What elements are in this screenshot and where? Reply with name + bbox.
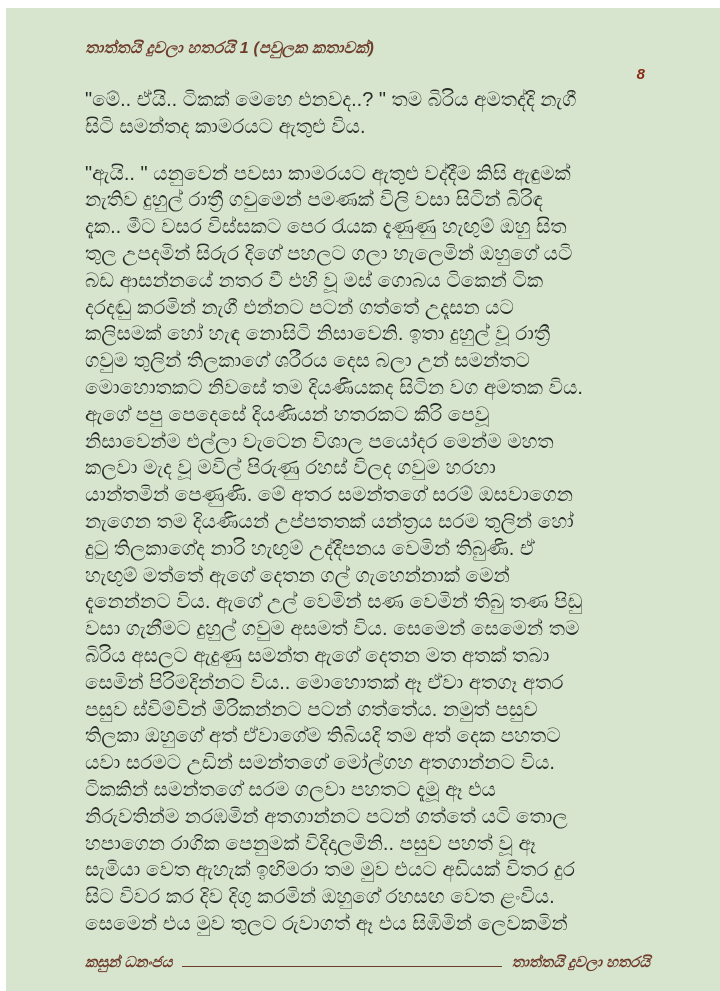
text-line: කලිසමක් හෝ හැඳ නොසිටි නිසාවෙනි. ඉතා දුහුල් වූ රාත්‍රී bbox=[85, 323, 551, 346]
text-line: හැඟුම් මත්තේ ඇගේ දෙතන ගල් ගැහෙන්නාක් මෙන් bbox=[85, 564, 510, 587]
page-header-title: තාත්තයි දුවලා හතරයි 1 (පවුලක කතාවක්) bbox=[85, 40, 375, 57]
page-number: 8 bbox=[636, 66, 645, 83]
text-line: සිට විවර කර දිව දිගු කරමින් ඔහුගේ රහසඟ වෙත ළංවිය. bbox=[85, 886, 555, 909]
text-line: හපාගෙන රාගික පෙනුමක් විදිදාලමිනි.. පසුව පහත් වූ ඈ bbox=[85, 832, 536, 855]
text-line: නැගෙන තම දියණියන් උප්පතතක් යන්ත්‍රය සරම තුලින් හෝ bbox=[85, 510, 574, 533]
footer-divider-line bbox=[182, 965, 501, 967]
text-line: මොහොතකට නිවසේ තම දියණියකද සිටින වග අමතක විය. bbox=[85, 376, 583, 399]
text-line: බිරිය අසලට ඇදුණු සමන්ත ඇගේ දෙතන මත අතක් තබා bbox=[85, 644, 550, 667]
text-line: දුටු තිලකාගේද නාරි හැඟුම් උද්දීපනය වෙමින් තිබුණි. ඒ bbox=[85, 537, 535, 560]
text-line: කලවා මැද වූ මවිල් පිරුණු රහස් විලද ගවුම හරහා bbox=[85, 457, 496, 480]
text-line: නිසාවෙන්ම එල්ලා වැටෙන විශාල පයෝදර මෙන්ම මහත bbox=[85, 430, 554, 453]
footer-author: කසුන් ධනංජය bbox=[85, 954, 173, 971]
page-content bbox=[85, 8, 650, 991]
page-footer bbox=[85, 954, 650, 971]
text-line: තුල උපදමින් සිරුර දිගේ පහලට ගලා හැලෙමින් ඔහුගේ යටි bbox=[85, 242, 573, 265]
text-line: තිලකා ඔහුගේ අත් ඒවාගේම තිබියදි තම අත් දෙක පහතට bbox=[85, 725, 561, 748]
text-line: "මේ.. ඒයි.. ටිකක් මෙහෙ එනවද..? " තම බිරිය අමතද්දි නැගී bbox=[85, 89, 577, 111]
footer-book-title: තාත්තයි දුවලා හතරයි bbox=[511, 954, 650, 971]
document-page bbox=[6, 8, 720, 991]
paragraph bbox=[85, 87, 650, 141]
text-line: පසුව ස්විම්වින් මිරිකන්නට පටන් ගත්තේය. නමුත් පසුව bbox=[85, 698, 538, 721]
text-line: සෙමෙන් එය මුව තුලට රුවාගත් ඈ එය සිඹිමින් ලෙවකමින් bbox=[85, 912, 568, 935]
text-line: "ඇයි.. " යනුවෙන් පවසා කාමරයට ඇතුළු වද්දීම කිසි ඇඳුමක් bbox=[85, 162, 571, 185]
text-line: ඇගේ පපු පෙදෙසේ දියණියන් හතරකට කිරි පෙවූ bbox=[85, 403, 490, 426]
text-line: දරදඬු කරමින් නැගී එන්නට පටන් ගත්තේ උදෑසන යට bbox=[85, 296, 514, 319]
text-line: ටිකකින් සමන්තගේ සරම ගලවා පහතට දැමූ ඈ එය bbox=[85, 778, 496, 801]
paragraph bbox=[85, 161, 650, 938]
text-line: නිරුවතින්ම නරඹමින් අතගාන්නට පටන් ගත්තේ යටි තොල bbox=[85, 805, 568, 828]
text-line: යවා සරමට උඩින් සමන්තගේ මෝල්ගහ අතගාන්නට විය. bbox=[85, 752, 555, 775]
text-line: සිටි සමන්තද කාමරයට ඇතුළු විය. bbox=[85, 115, 366, 138]
text-line: සෙමින් පිරිමදින්නට විය.. මොහොතක් ඈ ඒවා අතගෑ අතර bbox=[85, 671, 564, 694]
text-line: සැමියා වෙත ඇහැක් ඉඟිමරා තම මුව එයට අඩියක් විතර දුර bbox=[85, 859, 575, 882]
text-line: නැතිව දුහුල් රාත්‍රී ගවුමෙන් පමණක් විලි වසා සිටින් බිරිඳ bbox=[85, 189, 543, 212]
text-line: දැනෙන්නට විය. ඇගේ උල් වෙමින් සණ වෙමින් තිබු තණ පිඩු bbox=[85, 591, 583, 614]
text-line: ගවුම තුලින් තිලකාගේ ශරීරය දෙස බලා උන් සමන්තට bbox=[85, 350, 530, 373]
text-line: බඩ ආසන්නයේ නතර වී එහි වූ මස් ගොබය ටිකෙන් ටික bbox=[85, 269, 544, 292]
text-line: යාන්තමින් පෙණුණි. මේ අතර සමන්තගේ සරම් ඔසවාගෙන bbox=[85, 484, 573, 507]
body-text bbox=[85, 87, 650, 938]
text-line: දැක.. මීට වසර විස්සකට පෙර රැයක දැණුණු හැඟුම් ඔහු සිත bbox=[85, 216, 567, 239]
text-line: වසා ගැනීමට දුහුල් ගවුම අසමත් විය. සෙමෙන් සෙමෙන් තම bbox=[85, 618, 580, 641]
